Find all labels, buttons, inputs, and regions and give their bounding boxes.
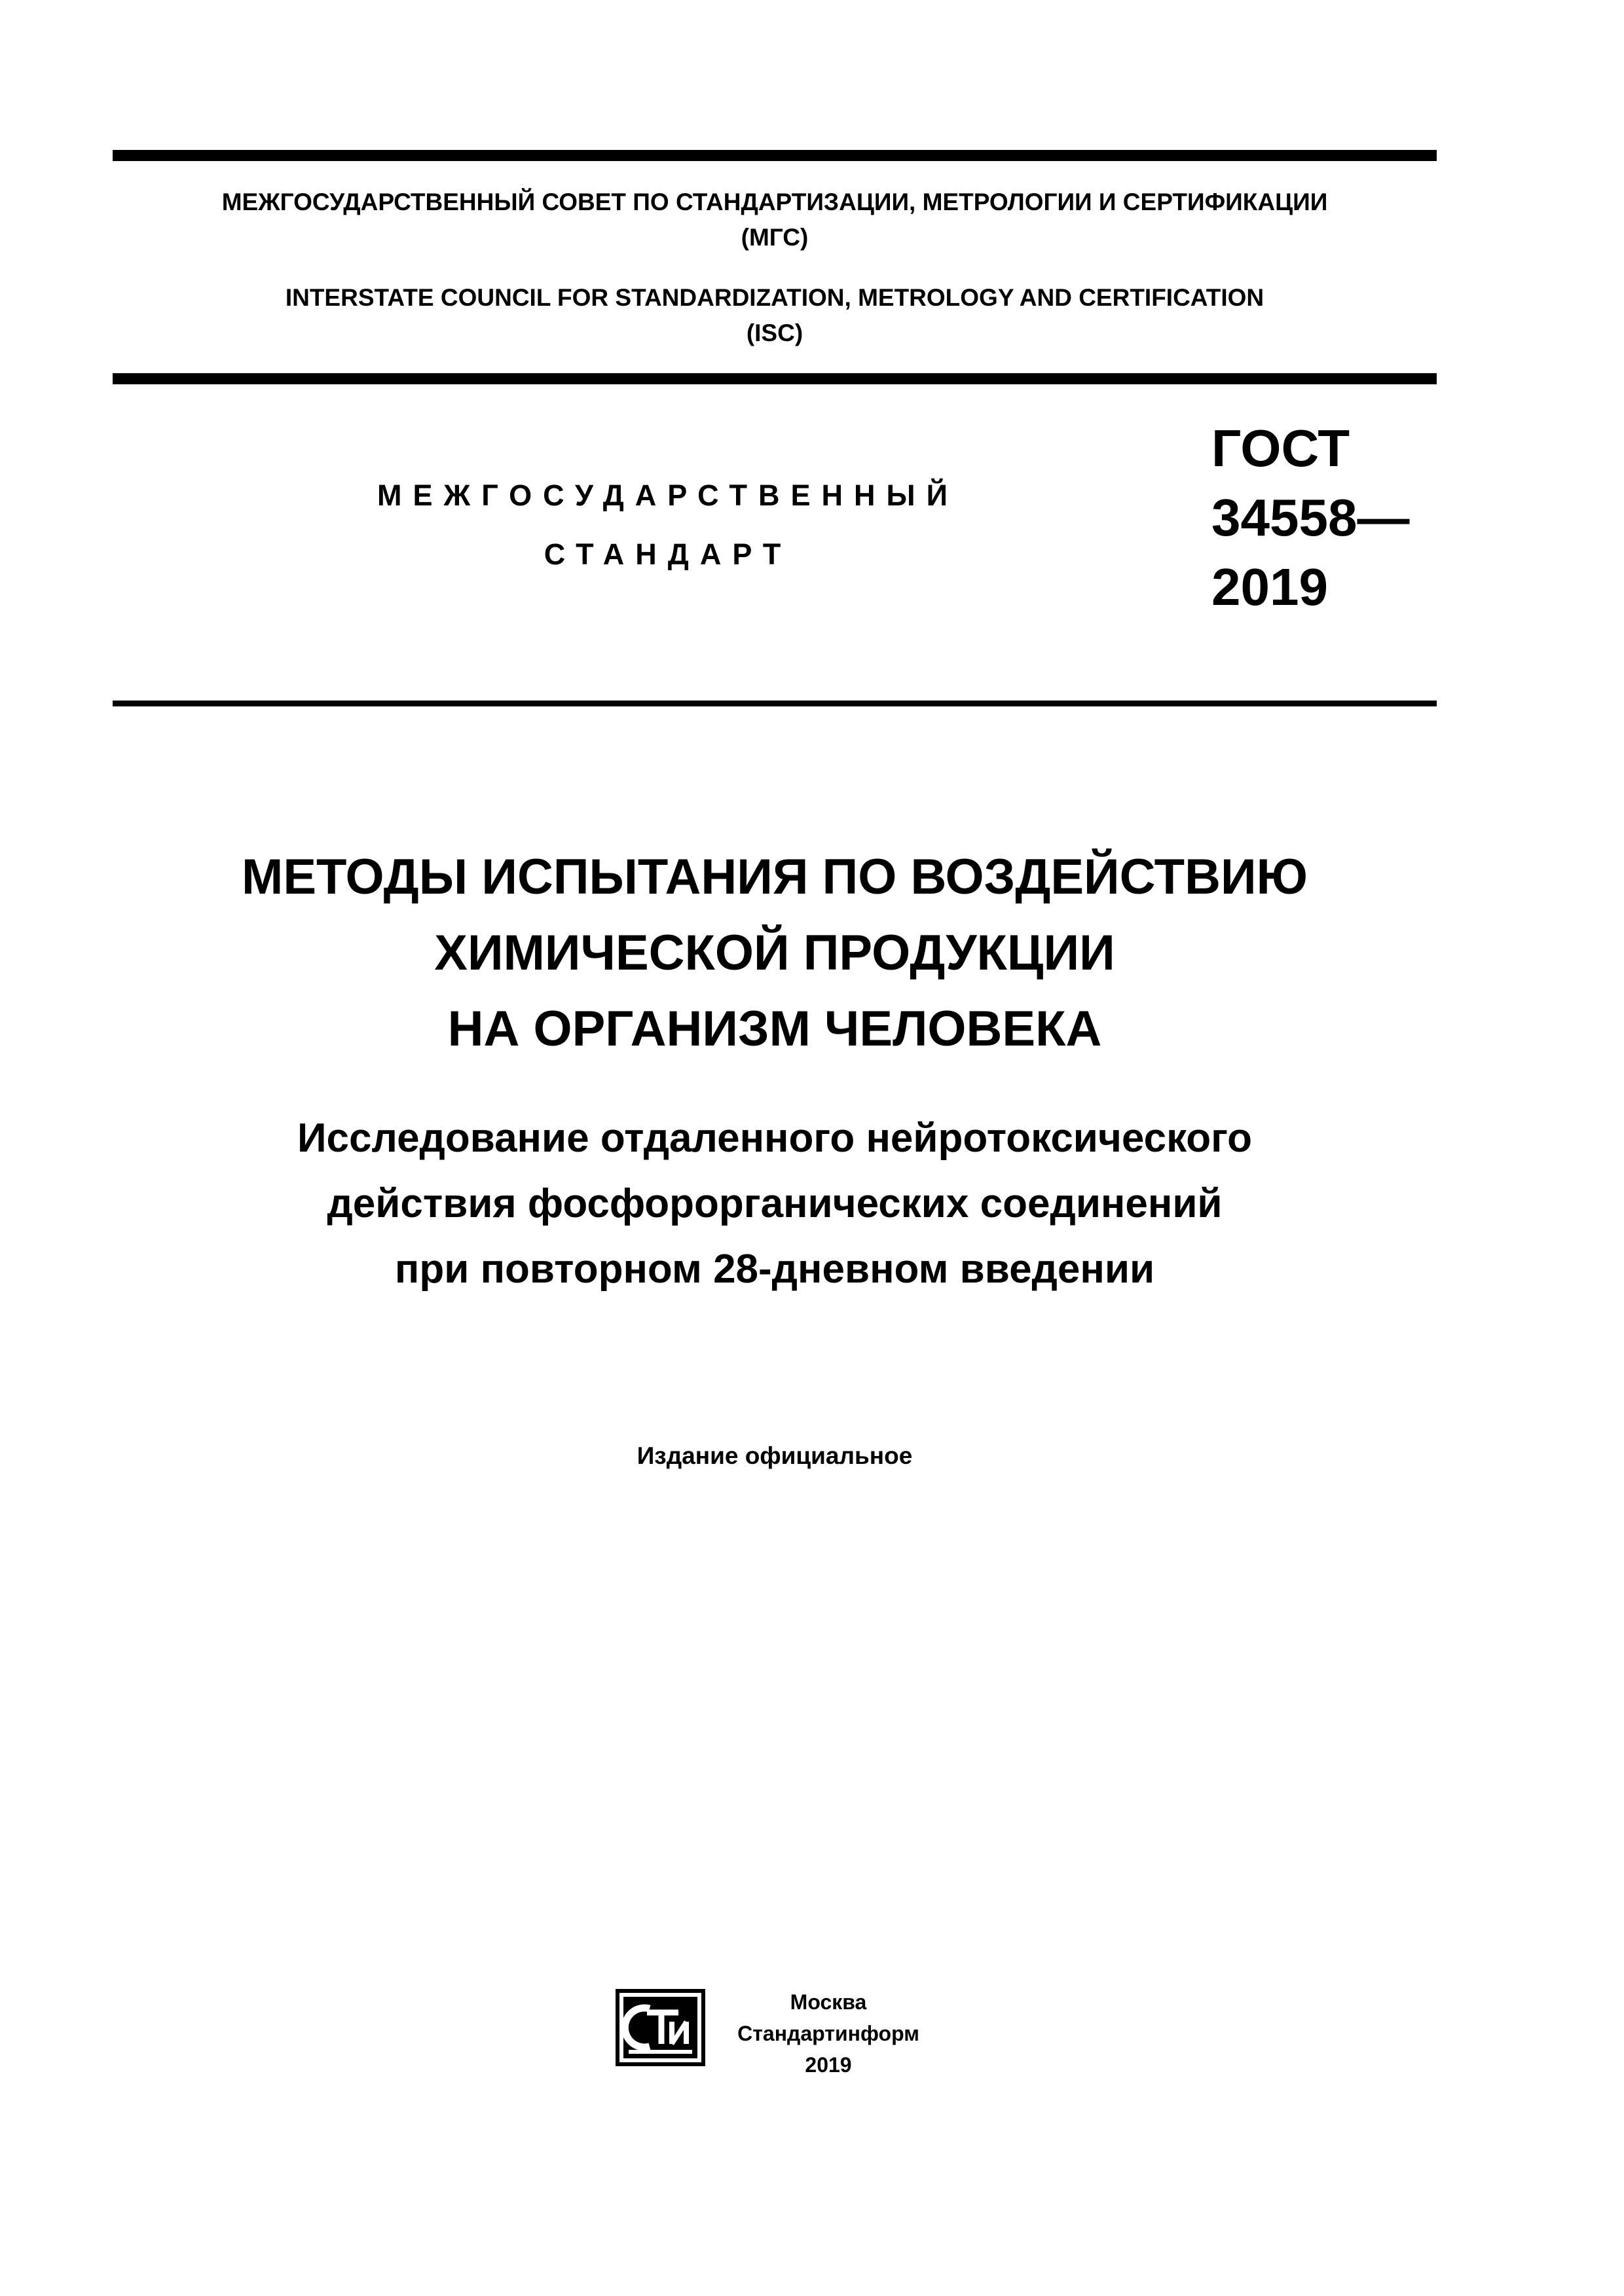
title-line3: НА ОРГАНИЗМ ЧЕЛОВЕКА bbox=[447, 1001, 1102, 1057]
standard-kind-line1: МЕЖГОСУДАРСТВЕННЫЙ bbox=[377, 479, 959, 512]
publisher-year: 2019 bbox=[805, 2053, 852, 2077]
document-title bbox=[113, 839, 1437, 1067]
gost-label: ГОСТ bbox=[1211, 419, 1350, 477]
council-name-ru bbox=[113, 185, 1437, 255]
council-name-en bbox=[113, 280, 1437, 351]
subtitle-line3: при повторном 28-дневном введении bbox=[394, 1247, 1155, 1292]
title-line1: МЕТОДЫ ИСПЫТАНИЯ ПО ВОЗДЕЙСТВИЮ bbox=[242, 849, 1308, 905]
publisher-imprint bbox=[714, 1986, 943, 2081]
title-line2: ХИМИЧЕСКОЙ ПРОДУКЦИИ bbox=[434, 925, 1115, 981]
publisher-city: Москва bbox=[790, 1990, 867, 2014]
standartinform-logo-icon bbox=[616, 1989, 705, 2066]
standard-kind-line2: СТАНДАРТ bbox=[544, 538, 792, 571]
top-rule bbox=[113, 150, 1437, 161]
subtitle-line1: Исследование отдаленного нейротоксического bbox=[297, 1116, 1253, 1161]
standard-kind bbox=[275, 466, 1061, 584]
gost-number: 34558— bbox=[1211, 488, 1410, 547]
section-rule bbox=[113, 701, 1437, 706]
document-subtitle bbox=[113, 1106, 1437, 1302]
edition-note: Издание официальное bbox=[637, 1442, 913, 1469]
council-abbr-ru: (МГС) bbox=[741, 224, 809, 251]
council-name-ru-line1: МЕЖГОСУДАРСТВЕННЫЙ СОВЕТ ПО СТАНДАРТИЗАЦИИ, МЕТРОЛОГИИ И СЕРТИФИКАЦИИ bbox=[221, 189, 1328, 215]
gost-designation bbox=[1211, 414, 1409, 622]
middle-rule bbox=[113, 373, 1437, 384]
council-abbr-en: (ISC) bbox=[746, 319, 803, 346]
publisher-name: Стандартинформ bbox=[737, 2022, 919, 2045]
subtitle-line2: действия фосфорорганических соединений bbox=[327, 1181, 1223, 1226]
council-name-en-line1: INTERSTATE COUNCIL FOR STANDARDIZATION, METROLOGY AND CERTIFICATION bbox=[285, 284, 1264, 311]
gost-year: 2019 bbox=[1211, 558, 1328, 616]
